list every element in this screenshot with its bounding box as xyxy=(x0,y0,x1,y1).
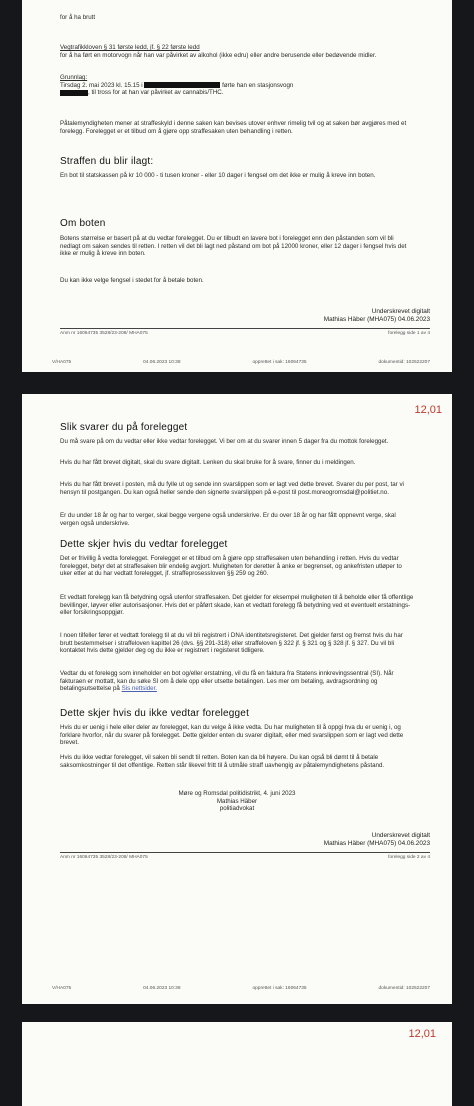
vedtar-p2: Et vedtatt forelegg kan få betydning også utenfor straffesaken. Det gjelder for eksempel muligheten til å beholde eller få offentlige bevillinger, løyver eller autorisasjoner. Hvis det er påført skade, kan et vedtatt forelegg få betydning ved et eventuelt erstatnings- eller forsikringsoppgjør. xyxy=(60,594,414,617)
signed-label-2: Underskrevet digitalt xyxy=(371,832,430,839)
svarer-p3: Hvis du har fått brevet i posten, må du fylle ut og sende inn svarslippen som er lagt ved dette brevet. Svarer du per post, tar vi hensyn til postgangen. Du kan også heller sende den signerte svarslippen på e-post til post.moreogromsdal@politiet.no. xyxy=(60,481,404,496)
footer-row-2 xyxy=(60,855,430,861)
footer-page: forelegg side 1 av 4 xyxy=(388,331,430,336)
footer-page-2: forelegg side 2 av 4 xyxy=(388,855,430,860)
om-boten-heading: Om boten xyxy=(60,218,106,229)
footer-date-2: 04.06.2023 10:38 xyxy=(143,986,181,991)
ikke-p2: Hvis du ikke vedtar forelegget, vil saken bli sendt til retten. Boten kan da bli høyere. Du kan også bli dømt til å betale saksomkostninger til det offentlige. Retten står likevel fritt til å utmåle straff uavhengig av påtalemyndighetens påstand. xyxy=(60,754,385,769)
grunnlag-section xyxy=(22,74,452,97)
straffen-paragraph: En bot til statskassen på kr 10 000 - ti tusen kroner - eller 10 dager i fengsel om det ikke er mulig å kreve inn boten. xyxy=(60,172,376,179)
svarer-heading: Slik svarer du på forelegget xyxy=(60,422,188,433)
handwritten-mark: 12,01 xyxy=(414,404,442,416)
grunnlag-line-1-a: Tirsdag 2. mai 2023 kl. 15.15 i xyxy=(60,81,143,89)
digital-signature-2 xyxy=(324,832,430,848)
sign-name: Mathias Häber xyxy=(216,797,258,805)
vedtar-p1: Det er frivillig å vedta forelegget. Forelegget er et tilbud om å gjøre opp straffesaken uten behandling i retten. Hvis du vedtar forelegget, betyr det at straffesaken blir endelig avgjort. Muligheten for deretter å anke er begrenset, og ankefristen utløper to uker etter at du har vedtatt forelegget, jf. straffeprosessloven §§ 259 og 260. xyxy=(60,555,402,578)
footer-opprettet-2: opprettet i sak: 16064735 xyxy=(252,986,307,991)
law-reference: Vegtrafikkloven § 31 første ledd, jf. § 22 første ledd xyxy=(60,44,200,51)
digital-signature xyxy=(324,308,430,324)
law-section xyxy=(22,44,452,59)
footer-date: 04.06.2023 10:38 xyxy=(143,360,181,365)
sign-title: politiadvokat xyxy=(219,805,255,813)
top-text: for å ha brutt xyxy=(60,14,96,21)
svarer-p4: Er du under 18 år og har to verger, skal begge vergene også underskrive. Er du over 18 år og har fått oppnevnt verge, skal vergen også underskrive. xyxy=(60,512,396,527)
grunnlag-line-2 xyxy=(60,89,414,97)
redaction-bar xyxy=(144,82,220,88)
om-boten-paragraph: Botens størrelse er basert på at du vedtar forelegget. Du er tilbudt en lavere bot i forelegget enn den påstanden som vil bli nedlagt om saken sendes til retten. I retten vil det bli lagt ned påstand om bot på 12000 kroner, eller 12 dager i fengsel hvis det ikke er mulig å kreve inn boten. xyxy=(60,235,407,258)
straffen-heading: Straffen du blir ilagt: xyxy=(60,156,154,167)
paatale-paragraph: Påtalemyndigheten mener at straffeskyld i denne saken kan bevises utover enhver rimelig tvil og at saken bør avgjøres med et forelegg. Forelegget er et tilbud om å gjøre opp straffesaken uten behandling i retten. xyxy=(60,120,407,135)
closing-block xyxy=(22,790,452,813)
footer-anm: Anm nr 16064735 3528/23-208/ MHA075 xyxy=(60,331,148,336)
footer-dok-2: dokumentid: 102522207 xyxy=(378,986,430,991)
footer-meta-row xyxy=(52,360,430,366)
vedtar-p4-text: Vedtar du et forelegg som inneholder en bot og/eller erstatning, vil du få en faktura fra Statens innkrevingssentral (SI). Når fakturaen er mottatt, kan du søke SI om å dele opp eller utsette betalingen. Les mer om betaling, avdragsordning og betalingsutsettelse på xyxy=(60,670,394,693)
grunnlag-line-2-text: , til tross for at han var påvirket av cannabis/THC. xyxy=(88,89,224,97)
footer-opprettet: opprettet i sak: 16064735 xyxy=(252,360,307,365)
footer-code-2: V/HA075 xyxy=(52,986,72,991)
footer-row xyxy=(60,331,430,337)
redaction-bar-2 xyxy=(60,90,88,96)
vedtar-p3: I noen tilfeller fører et vedtatt forelegg til at du vil bli registrert i DNA identitetsregisteret. Det gjelder først og fremst hvis du har brutt bestemmelser i straffeloven kapittel 26 (dvs. §§ 291-318) eller straffeloven § 322 jf. § 321 og § 328 jf. § 327. Du vil bli kontaktet hvis dette gjelder deg og du ikke er registrert i registeret tidligere. xyxy=(60,632,403,655)
ikke-p1: Hvis du er uenig i hele eller deler av forelegget, kan du velge å ikke vedta. Du har muligheten til å oppgi hva du er uenig i, og forklare hvorfor, når du svarer på forelegget. Dette gjelder enten du svarer digitalt, eller med svarslippen som er lagt ved dette brevet. xyxy=(60,724,404,747)
footer-code: V/HA075 xyxy=(52,360,72,365)
svarer-p1: Du må svare på om du vedtar eller ikke vedtar forelegget. Vi ber om at du svarer innen 5 dager fra du mottok forelegget. xyxy=(60,438,389,445)
handwritten-mark-3: 12,01 xyxy=(408,1028,436,1040)
ikke-vedtar-heading: Dette skjer hvis du ikke vedtar forelegget xyxy=(60,708,250,719)
document-page-1 xyxy=(22,0,452,372)
svarer-p2: Hvis du har fått brevet digitalt, skal du svare digitalt. Lenken du skal bruke for å svare, finner du i meldingen. xyxy=(60,459,356,466)
document-page-2 xyxy=(22,394,452,1004)
vedtar-p4 xyxy=(22,670,452,693)
grunnlag-line-1 xyxy=(60,82,414,90)
signed-name-2: Mathias Häber (MHA075) 04.06.2023 xyxy=(323,840,430,847)
footer-dok: dokumentid: 102522207 xyxy=(378,360,430,365)
law-description: for å ha ført en motorvogn når han var påvirket av alkohol (ikke edru) eller andre berusende eller bedøvende midler. xyxy=(60,51,377,59)
footer-anm-2: Anm nr 16064735 3528/23-208/ MHA075 xyxy=(60,855,148,860)
footer-rule-2 xyxy=(60,852,430,853)
footer-rule xyxy=(60,328,430,329)
place-date: Møre og Romsdal politidistrikt, 4. juni 2023 xyxy=(178,790,296,797)
vedtar-heading: Dette skjer hvis du vedtar forelegget xyxy=(60,539,228,550)
fengsel-paragraph: Du kan ikke velge fengsel i stedet for å betale boten. xyxy=(60,277,204,284)
document-page-3 xyxy=(22,1022,452,1106)
si-link[interactable]: Sis nettsider. xyxy=(121,685,158,693)
grunnlag-label: Grunnlag: xyxy=(60,74,88,81)
grunnlag-line-1-b: førte han en stasjonsvogn xyxy=(222,81,294,89)
footer-meta-row-2 xyxy=(52,986,430,992)
signed-name: Mathias Häber (MHA075) 04.06.2023 xyxy=(323,316,430,323)
signed-label: Underskrevet digitalt xyxy=(371,308,430,315)
